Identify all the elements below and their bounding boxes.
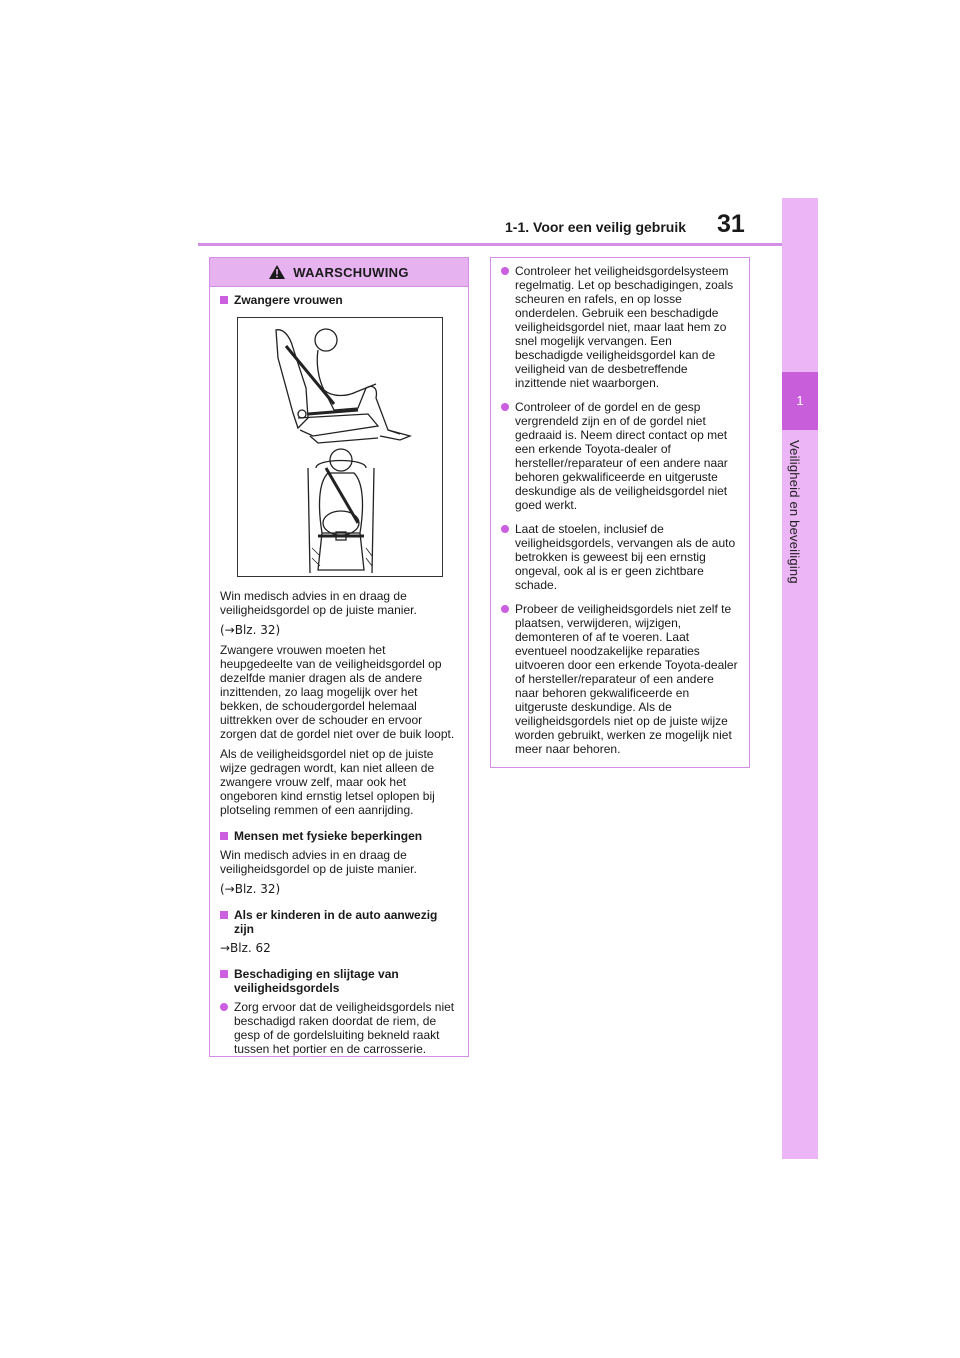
round-bullet-icon bbox=[501, 605, 509, 613]
section-title: 1-1. Voor een veilig gebruik bbox=[505, 219, 687, 235]
round-bullet-icon bbox=[501, 525, 509, 533]
chapter-number: 1 bbox=[782, 372, 818, 430]
header-rule bbox=[198, 243, 782, 246]
section-heading: Als er kinderen in de auto aanwezig zijn bbox=[220, 908, 458, 936]
bullet-item: Zorg ervoor dat de veiligheidsgordels niet beschadigd raken doordat de riem, de gesp of de gordelsluiting bekneld raakt tussen het portier en de carrosserie. bbox=[220, 1000, 458, 1056]
paragraph: Zwangere vrouwen moeten het heupgedeelte van de veiligheidsgordel op dezelfde manier dragen als de andere inzittenden, zo laag mogelijk over het bekken, de schoudergordel helemaal uittrekken over de schouder en ervoor zorgen dat de gordel niet over de buik loopt. bbox=[220, 643, 455, 741]
warning-box-continued bbox=[490, 257, 750, 768]
page-reference: (→Blz. 32) bbox=[220, 623, 281, 637]
paragraph: Win medisch advies in en draag de veiligheidsgordel op de juiste manier. bbox=[220, 589, 417, 617]
warning-header bbox=[210, 258, 468, 287]
paragraph: Win medisch advies in en draag de veiligheidsgordel op de juiste manier. bbox=[220, 848, 417, 876]
page-reference: (→Blz. 32) bbox=[220, 882, 281, 896]
round-bullet-icon bbox=[501, 267, 509, 275]
bullet-item: Probeer de veiligheidsgordels niet zelf te plaatsen, verwijderen, wijzigen, demonteren of af te voeren. Laat eventueel noodzakelijke reparaties uitvoeren door een erkende Toyota-dealer of hersteller/reparateur of een andere naar behoren gekwalificeerde en uitgeruste deskundige. Als de veiligheidsgordels niet op de juiste wijze worden gebruikt, werken ze mogelijk niet meer naar behoren. bbox=[501, 602, 739, 756]
warning-triangle-icon bbox=[269, 265, 285, 279]
warning-box bbox=[209, 257, 469, 1057]
bullet-item: Controleer het veiligheidsgordelsysteem regelmatig. Let op beschadigingen, zoals scheuren en rafels, en op losse onderdelen. Gebruik een beschadigde veiligheidsgordel niet, maar laat hem zo snel mogelijk vervangen. Een beschadigde veiligheidsgordel kan de veiligheid van de desbetreffende inzittende niet waarborgen. bbox=[501, 264, 739, 390]
square-bullet-icon bbox=[220, 296, 228, 304]
page-reference: →Blz. 62 bbox=[220, 941, 271, 955]
round-bullet-icon bbox=[220, 1003, 228, 1011]
chapter-tab bbox=[782, 198, 818, 1159]
pregnant-seatbelt-illustration bbox=[237, 317, 443, 577]
section-heading: Mensen met fysieke beperkingen bbox=[220, 829, 458, 843]
bullet-item: Controleer of de gordel en de gesp vergrendeld zijn en of de gordel niet gedraaid is. Neem direct contact op met een erkende Toyota-dealer of hersteller/reparateur of een andere naar behoren gekwalificeerde en uitgeruste deskundige als de veiligheidsgordel niet goed werkt. bbox=[501, 400, 739, 512]
bullet-item: Laat de stoelen, inclusief de veiligheidsgordels, vervangen als de auto betrokken is geweest bij een ernstig ongeval, ook al is er geen zichtbare schade. bbox=[501, 522, 739, 592]
warning-content bbox=[210, 287, 468, 1056]
page-number: 31 bbox=[717, 210, 745, 238]
illustration-svg bbox=[238, 318, 442, 576]
section-heading: Zwangere vrouwen bbox=[220, 293, 458, 307]
square-bullet-icon bbox=[220, 911, 228, 919]
warning-title: WAARSCHUWING bbox=[293, 264, 409, 280]
square-bullet-icon bbox=[220, 832, 228, 840]
round-bullet-icon bbox=[501, 403, 509, 411]
square-bullet-icon bbox=[220, 970, 228, 978]
paragraph: Als de veiligheidsgordel niet op de juiste wijze gedragen wordt, kan niet alleen de zwangere vrouw zelf, maar ook het ongeboren kind ernstig letsel oplopen bij plotseling remmen of een aanrijding. bbox=[220, 747, 435, 817]
chapter-label: Veiligheid en beveiliging bbox=[787, 440, 802, 584]
section-heading: Beschadiging en slijtage van veiligheidsgordels bbox=[220, 967, 458, 995]
